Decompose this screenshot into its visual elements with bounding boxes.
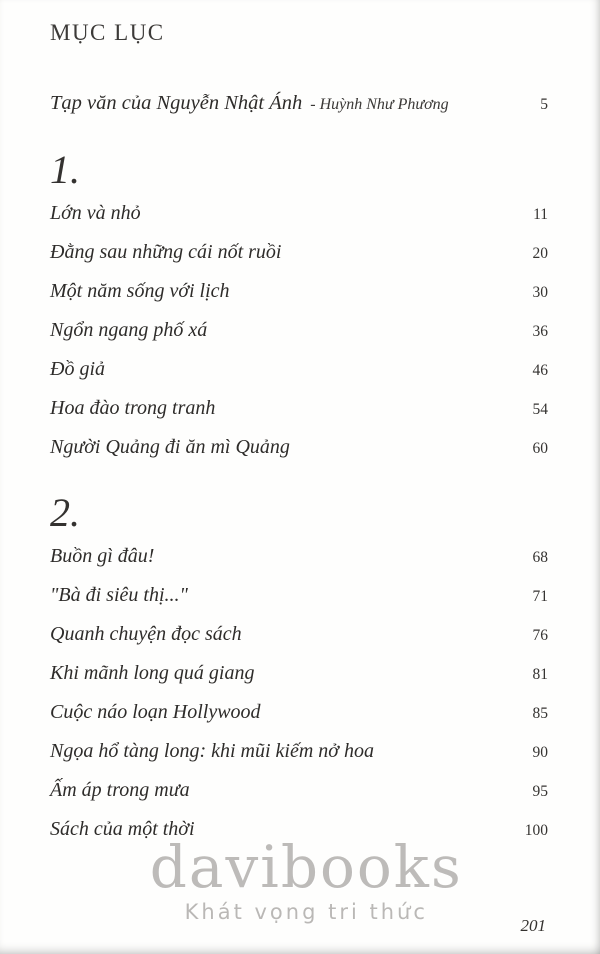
toc-entry-title: Ngổn ngang phố xá bbox=[50, 319, 208, 341]
toc-entry-title: "Bà đi siêu thị..." bbox=[50, 584, 188, 606]
toc-sections bbox=[50, 148, 548, 857]
toc-entry-title: Một năm sống với lịch bbox=[50, 280, 230, 302]
toc-entry bbox=[50, 623, 548, 662]
toc-entry-page: 71 bbox=[532, 588, 548, 605]
watermark-logo: davibooks bbox=[149, 833, 463, 901]
toc-entry bbox=[50, 358, 548, 397]
intro-label: Tạp văn của Nguyễn Nhật Ánh bbox=[50, 92, 303, 114]
toc-entry-title: Đằng sau những cái nốt ruồi bbox=[50, 241, 282, 263]
toc-entry bbox=[50, 319, 548, 358]
toc-entry-page: 90 bbox=[532, 744, 548, 761]
page-number: 201 bbox=[520, 916, 546, 935]
section-number: 2. bbox=[50, 490, 80, 535]
toc-section bbox=[50, 491, 548, 857]
toc-entry bbox=[50, 818, 548, 857]
toc-entry-title: Cuộc náo loạn Hollywood bbox=[50, 701, 261, 723]
toc-entry-page: 85 bbox=[532, 705, 548, 722]
toc-entry-page: 36 bbox=[532, 323, 548, 340]
toc-entry-page: 11 bbox=[533, 206, 548, 223]
toc-entry-title: Người Quảng đi ăn mì Quảng bbox=[50, 436, 290, 458]
toc-entry bbox=[50, 241, 548, 280]
toc-entry-page: 30 bbox=[532, 284, 548, 301]
toc-entry bbox=[50, 701, 548, 740]
toc-entry-page: 20 bbox=[532, 245, 548, 262]
toc-entry-page: 76 bbox=[532, 627, 548, 644]
toc-entry bbox=[50, 584, 548, 623]
intro-page: 5 bbox=[540, 96, 548, 113]
toc-entry-page: 68 bbox=[532, 549, 548, 566]
toc-entry-page: 81 bbox=[532, 666, 548, 683]
watermark-tagline: Khát vọng tri thức bbox=[184, 900, 428, 924]
toc-entry bbox=[50, 280, 548, 319]
toc-entry bbox=[50, 202, 548, 241]
toc-entry-title: Ngọa hổ tàng long: khi mũi kiếm nở hoa bbox=[50, 740, 374, 762]
toc-entry bbox=[50, 662, 548, 701]
intro-entry bbox=[50, 92, 548, 126]
toc-entry-title: Quanh chuyện đọc sách bbox=[50, 623, 242, 645]
toc-entry-page: 95 bbox=[532, 783, 548, 800]
toc-entry bbox=[50, 779, 548, 818]
toc-entry bbox=[50, 545, 548, 584]
toc-entry-page: 46 bbox=[532, 362, 548, 379]
toc-entry bbox=[50, 436, 548, 475]
toc-entry-title: Lớn và nhỏ bbox=[50, 202, 141, 224]
intro-title bbox=[50, 92, 449, 115]
toc-entry-title: Ấm áp trong mưa bbox=[50, 779, 190, 801]
section-number: 1. bbox=[50, 147, 80, 192]
intro-author: - Huỳnh Như Phương bbox=[310, 96, 449, 113]
toc-entry-title: Đồ giả bbox=[50, 358, 105, 380]
toc-entry bbox=[50, 740, 548, 779]
toc-entry-page: 60 bbox=[532, 440, 548, 457]
page-title: MỤC LỤC bbox=[50, 20, 165, 45]
toc-entry-title: Hoa đào trong tranh bbox=[50, 397, 216, 419]
toc-entry-page: 54 bbox=[532, 401, 548, 418]
toc-entry-title: Sách của một thời bbox=[50, 818, 195, 840]
toc-entry-title: Khi mãnh long quá giang bbox=[50, 662, 255, 684]
toc-entry-title: Buồn gì đâu! bbox=[50, 545, 155, 567]
toc-entry-page: 100 bbox=[524, 822, 548, 839]
toc-entry bbox=[50, 397, 548, 436]
toc-section bbox=[50, 148, 548, 475]
